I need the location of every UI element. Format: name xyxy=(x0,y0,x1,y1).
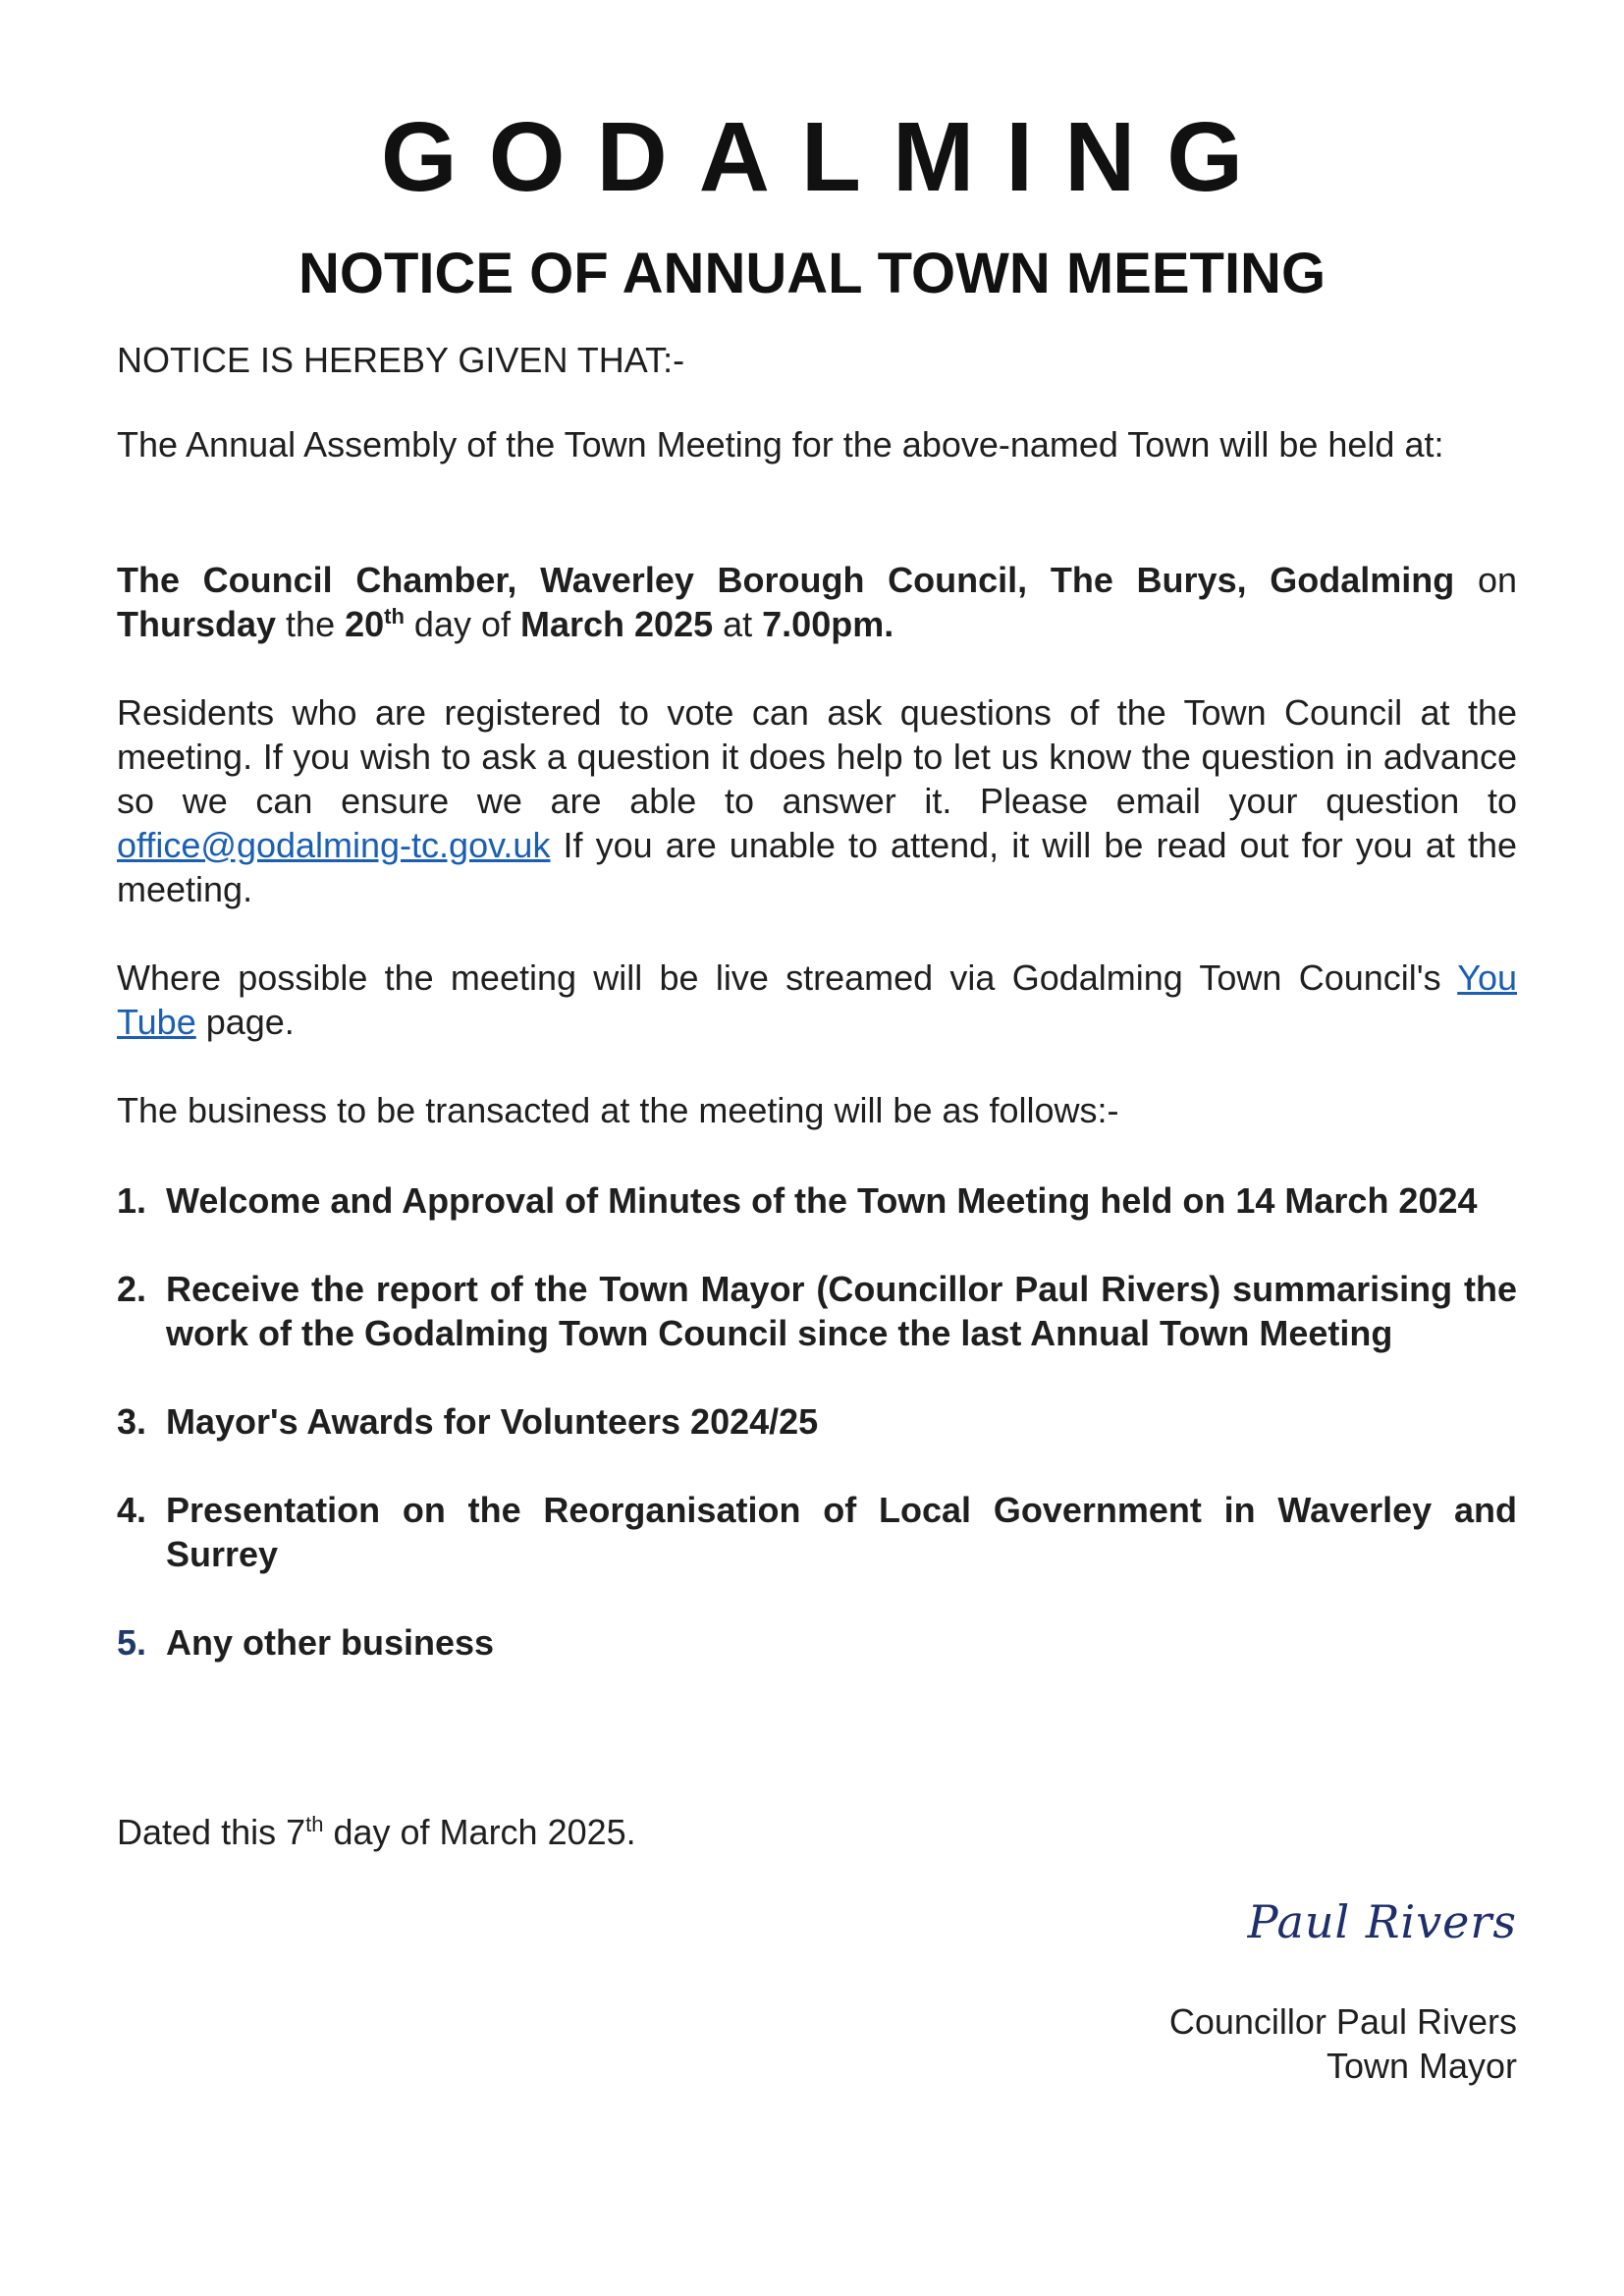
stream-text: Where possible the meeting will be live streamed via Godalming Town Council's xyxy=(117,957,1458,998)
stream-paragraph xyxy=(117,956,1517,1044)
venue-time: 7.00pm. xyxy=(762,604,894,644)
venue-place: The Council Chamber, Waverley Borough Council, The Burys, Godalming xyxy=(117,560,1455,600)
dated-suffix-sup: th xyxy=(305,1812,324,1836)
agenda-number: 5. xyxy=(117,1622,147,1663)
agenda-list xyxy=(117,1178,1517,1665)
agenda-item xyxy=(117,1267,1517,1355)
venue-paragraph xyxy=(117,558,1517,646)
agenda-number: 1. xyxy=(117,1180,147,1221)
agenda-text: Mayor's Awards for Volunteers 2024/25 xyxy=(166,1401,819,1442)
residents-text-end: If you are unable to attend, it will be read out for you at the meeting. xyxy=(117,825,1517,909)
agenda-item xyxy=(117,1399,1517,1444)
agenda-number: 4. xyxy=(117,1490,147,1530)
signoff-block xyxy=(1169,1999,1517,2088)
signoff-name: Councillor Paul Rivers xyxy=(1168,2001,1517,2042)
agenda-text: Any other business xyxy=(166,1622,495,1663)
venue-at: at xyxy=(713,604,763,644)
email-link[interactable]: office@godalming-tc.gov.uk xyxy=(117,825,551,865)
town-heading: GODALMING xyxy=(380,102,1275,212)
dated-suffix: day of March 2025. xyxy=(323,1812,636,1852)
agenda-text: Receive the report of the Town Mayor (Councillor Paul Rivers) summarising the work of the Godalming Town Council since the last Annual Town Meeting xyxy=(166,1269,1517,1353)
intro-line: NOTICE IS HEREBY GIVEN THAT:- xyxy=(117,340,685,380)
handwritten-signature: Paul Rivers xyxy=(1247,1895,1517,1948)
youtube-link[interactable]: You Tube xyxy=(117,957,1517,1042)
agenda-number: 3. xyxy=(117,1401,147,1442)
residents-paragraph xyxy=(117,690,1517,911)
notice-title: NOTICE OF ANNUAL TOWN MEETING xyxy=(298,242,1326,305)
agenda-item xyxy=(117,1620,1517,1665)
business-intro: The business to be transacted at the meeting will be as follows:- xyxy=(117,1090,1119,1130)
dated-prefix: Dated this 7 xyxy=(117,1812,306,1852)
venue-date-number: 20 xyxy=(345,604,385,644)
venue-on: on xyxy=(1454,560,1518,600)
residents-text: Residents who are registered to vote can ask questions of the Town Council at the meeting. If you wish to ask a question it does help to let us know the question in advance so we can ensure we are able to answer it. Please email your question to xyxy=(117,692,1517,821)
agenda-number: 2. xyxy=(117,1269,147,1309)
venue-month-year: March 2025 xyxy=(520,604,714,644)
agenda-text: Welcome and Approval of Minutes of the Town Meeting held on 14 March 2024 xyxy=(166,1180,1478,1221)
stream-text-end: page. xyxy=(195,1002,295,1042)
venue-date-suffix: th xyxy=(384,604,405,629)
venue-the: the xyxy=(276,604,346,644)
venue-day-of: day of xyxy=(404,604,520,644)
assembly-paragraph: The Annual Assembly of the Town Meeting for the above-named Town will be held at: xyxy=(117,424,1444,465)
venue-day: Thursday xyxy=(117,604,277,644)
agenda-text: Presentation on the Reorganisation of Local Government in Waverley and Surrey xyxy=(166,1490,1517,1574)
dated-line xyxy=(117,1810,636,1854)
signoff-role: Town Mayor xyxy=(1326,2046,1517,2086)
agenda-item xyxy=(117,1178,1517,1223)
agenda-item xyxy=(117,1488,1517,1576)
